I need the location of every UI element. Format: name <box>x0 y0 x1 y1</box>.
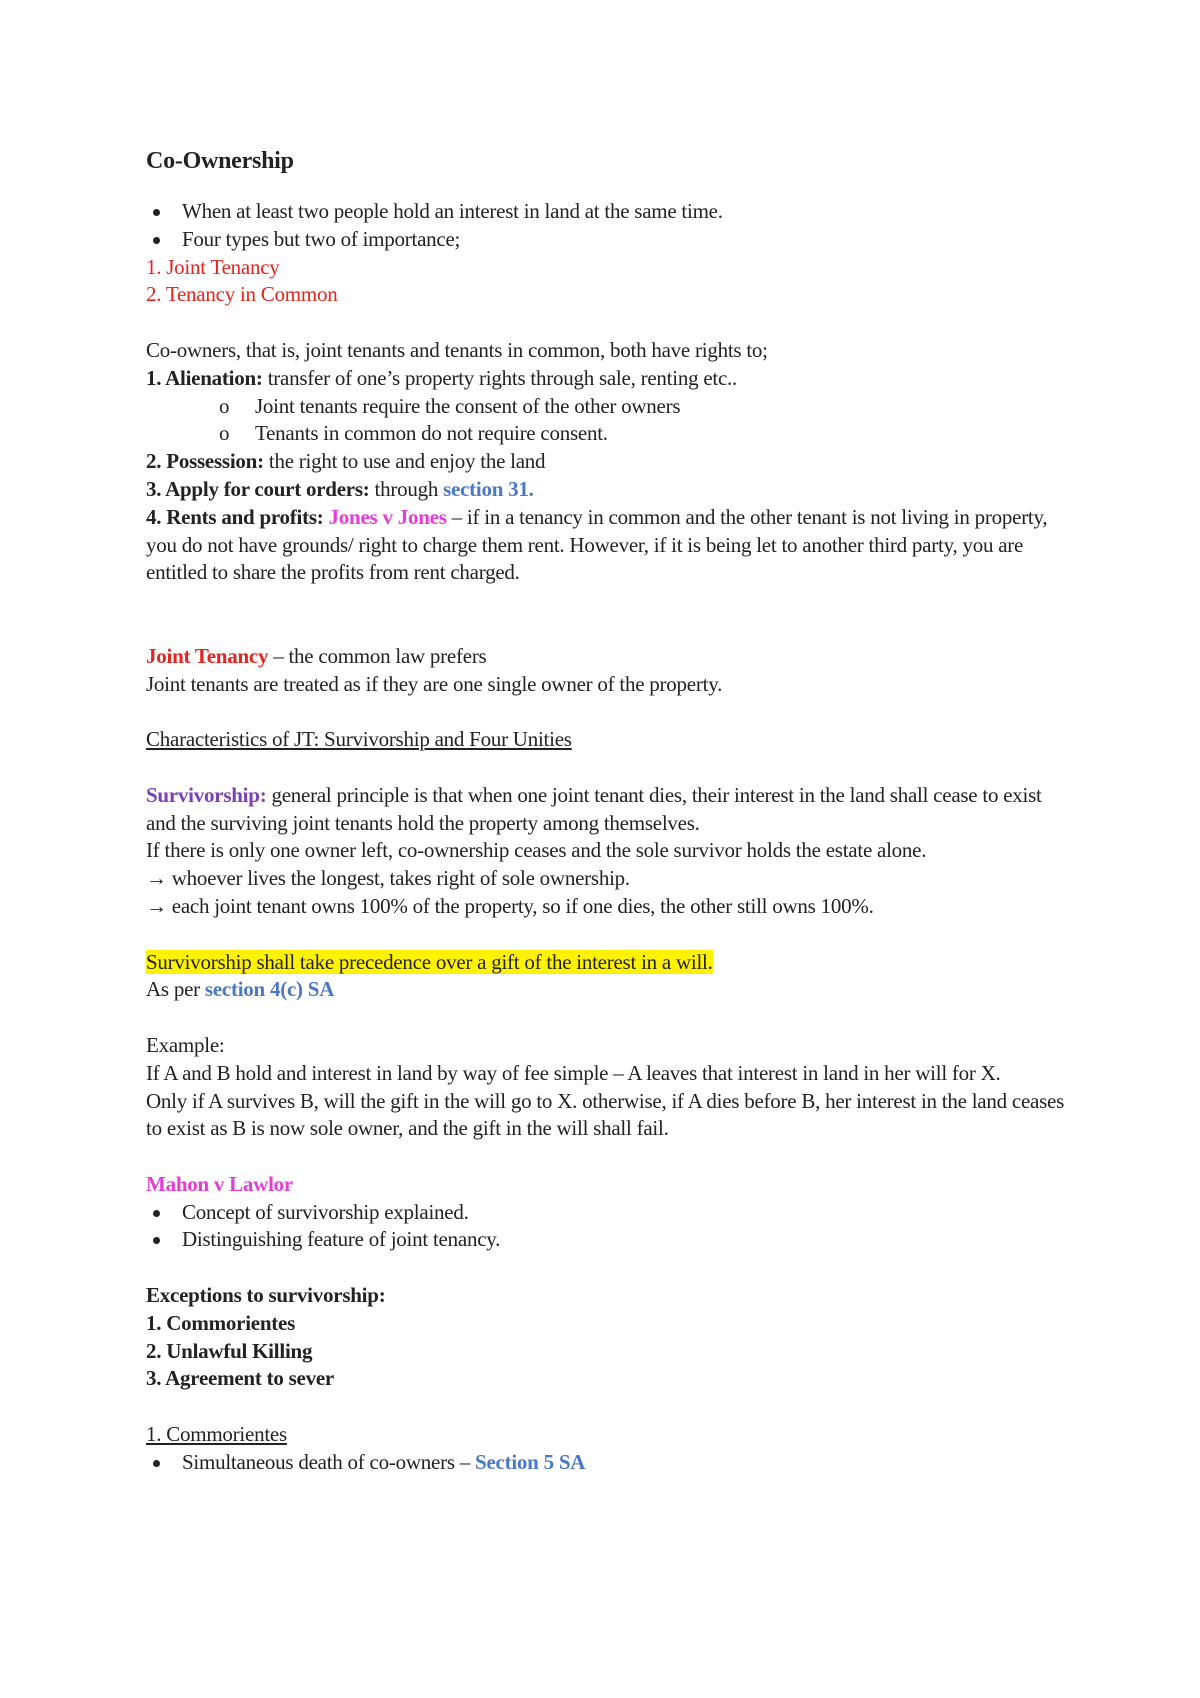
list-item: Concept of survivorship explained. <box>146 1199 1076 1227</box>
rights-intro: Co-owners, that is, joint tenants and tenants in common, both have rights to; <box>146 337 768 362</box>
case-reference: Jones v Jones <box>328 504 447 529</box>
exception-item: 3. Agreement to sever <box>146 1366 334 1391</box>
right-label: 2. Possession: <box>146 449 264 474</box>
statute-reference: section 31. <box>443 476 534 501</box>
list-item: Four types but two of importance; <box>146 226 1076 254</box>
circle-bullet-icon: o <box>219 393 230 418</box>
jt-description: Joint tenants are treated as if they are one single owner of the property. <box>146 671 723 696</box>
list-item: When at least two people hold an interest in land at the same time. <box>146 198 1076 226</box>
section-heading: Joint Tenancy <box>146 643 269 668</box>
page-title: Co-Ownership <box>146 148 294 174</box>
survivorship-paragraph: Survivorship: general principle is that when one joint tenant dies, their interest in the land shall cease to exist and the surviving joint tenants hold the property among themselves. <box>146 782 1042 835</box>
section-heading: Survivorship: <box>146 782 267 807</box>
survivorship-sole: If there is only one owner left, co-ownership ceases and the sole survivor holds the estate alone. <box>146 838 927 863</box>
type-joint-tenancy: 1. Joint Tenancy <box>146 254 280 279</box>
example-line: Only if A survives B, will the gift in the will go to X. otherwise, if A dies before B, her interest in the land ceases to exist as B is now sole owner, and the gift in the will shall fail. <box>146 1088 1064 1141</box>
statute-reference: Section 5 SA <box>475 1449 586 1474</box>
sub-list-item: o Tenants in common do not require consent. <box>146 420 1076 448</box>
characteristics-heading: Characteristics of JT: Survivorship and Four Unities <box>146 727 572 752</box>
type-tenancy-in-common: 2. Tenancy in Common <box>146 282 338 307</box>
highlighted-note: Survivorship shall take precedence over a gift of the interest in a will. <box>146 949 713 974</box>
right-text: the right to use and enjoy the land <box>263 449 546 474</box>
list-item: Simultaneous death of co-owners – Section 5 SA <box>146 1449 1076 1477</box>
right-label: 1. Alienation: <box>146 365 263 390</box>
list-item: Distinguishing feature of joint tenancy. <box>146 1226 1076 1254</box>
example-label: Example: <box>146 1032 225 1057</box>
exceptions-heading: Exceptions to survivorship: <box>146 1283 386 1308</box>
exception-item: 1. Commorientes <box>146 1310 296 1335</box>
arrow-right-icon: → <box>146 893 167 918</box>
arrow-right-icon: → <box>146 866 167 891</box>
exception-item: 2. Unlawful Killing <box>146 1338 313 1363</box>
right-label: 3. Apply for court orders: <box>146 476 370 501</box>
right-court-orders: 3. Apply for court orders: through section 31. <box>146 476 534 501</box>
circle-bullet-icon: o <box>219 421 230 446</box>
right-label: 4. Rents and profits: <box>146 504 324 529</box>
commorientes-heading: 1. Commorientes <box>146 1422 287 1447</box>
case-reference: Mahon v Lawlor <box>146 1171 294 1196</box>
as-per-line: As per section 4(c) SA <box>146 977 335 1002</box>
right-rents-profits: 4. Rents and profits: Jones v Jones – if in a tenancy in common and the other tenant is not living in property, you do not have grounds/ right to charge them rent. However, if it is being let to another third party, you are entitled to share the profits from rent charged. <box>146 504 1048 585</box>
statute-reference: section 4(c) SA <box>204 977 335 1002</box>
example-line: If A and B hold and interest in land by way of fee simple – A leaves that interest in land in her will for X. <box>146 1060 1001 1085</box>
jt-heading: Joint Tenancy – the common law prefers <box>146 643 487 668</box>
sub-list-item: o Joint tenants require the consent of the other owners <box>146 393 1076 421</box>
right-possession <box>146 448 1076 476</box>
right-text: transfer of one’s property rights through sale, renting etc.. <box>262 365 738 390</box>
document-body <box>146 146 1076 1477</box>
right-alienation <box>146 365 1076 393</box>
arrow-point: → each joint tenant owns 100% of the property, so if one dies, the other still owns 100%. <box>146 893 874 918</box>
arrow-point: → whoever lives the longest, takes right of sole ownership. <box>146 866 630 891</box>
